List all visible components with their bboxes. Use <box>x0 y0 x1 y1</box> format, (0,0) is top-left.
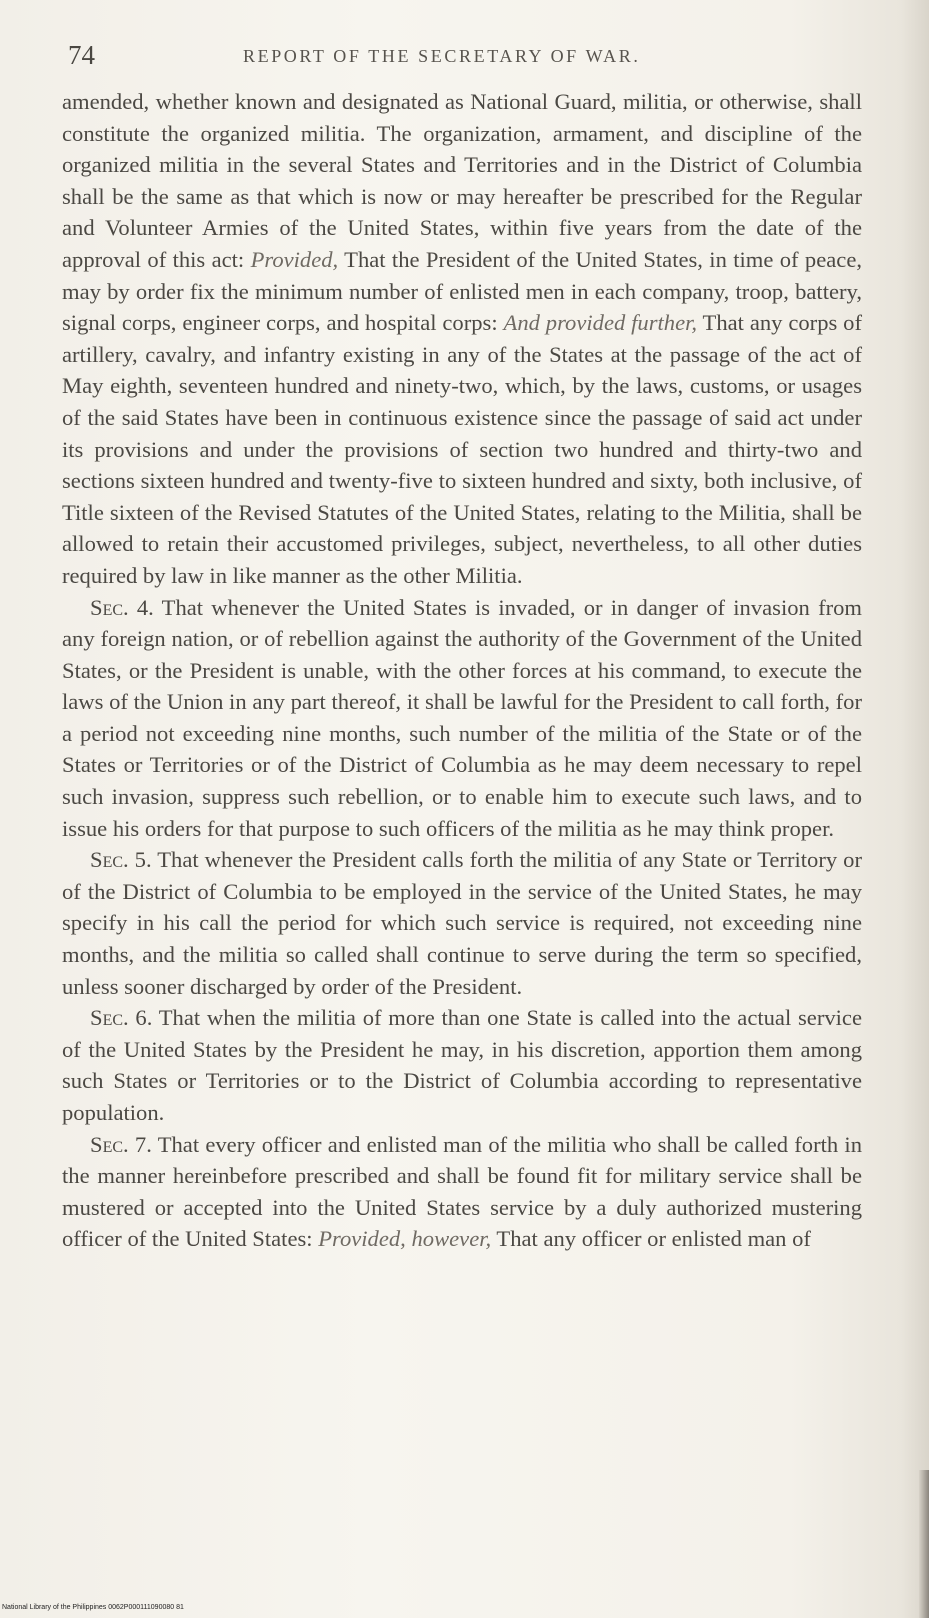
paragraph-continuation <box>62 86 862 592</box>
section-7-paragraph <box>62 1129 862 1255</box>
running-head <box>68 40 868 74</box>
section-6-label: Sec. 6. <box>90 1005 153 1031</box>
section-6-paragraph <box>62 1002 862 1128</box>
scan-credit: National Library of the Philippines 0062P000111090080 81 <box>2 1604 184 1611</box>
section-5-label: Sec. 5. <box>90 847 152 873</box>
section-4-label: Sec. 4. <box>90 594 154 620</box>
section-4-text: That whenever the United States is invaded, or in danger of invasion from any foreign nation, or of rebellion against the authority of the Government of the United States, or the President is unable, with the other forces at his command, to execute the laws of the Union in any part thereof, it shall be lawful for the President to call forth, for a period not exceeding nine months, such number of the militia of the State or of the States or Territories or of the District of Columbia as he may deem necessary to repel such invasion, suppress such rebellion, or to enable him to execute such laws, and to issue his orders for that purpose to such officers of the militia as he may think proper. <box>62 594 862 841</box>
italic-provided-however: Provided, however, <box>318 1226 492 1252</box>
italic-provided: Provided, <box>250 246 339 272</box>
section-7-text-continued: That any officer or enlisted man of <box>491 1226 811 1252</box>
italic-provided-further: And provided further, <box>503 310 698 336</box>
section-7-label: Sec. 7. <box>90 1131 152 1157</box>
body-text <box>62 86 862 1255</box>
paragraph-text: That the President of the United States, in time of peace, may by order fix the minimum number of enlisted men in each company, troop, battery, signal corps, engineer corps, and hospital corps: <box>62 246 862 336</box>
header-title: REPORT OF THE SECRETARY OF WAR. <box>243 46 641 66</box>
section-5-text: That whenever the President calls forth the militia of any State or Territory or of the District of Columbia to be employed in the service of the United States, he may specify in his call the period for which such service is required, not exceeding nine months, and the militia so called shall continue to serve during the term so specified, unless sooner discharged by order of the President. <box>62 847 862 999</box>
section-7-text: That every officer and enlisted man of the militia who shall be called forth in the manner hereinbefore prescribed and shall be found fit for military service shall be mustered or accepted into the United States service by a duly authorized mustering officer of the United States: <box>62 1131 862 1252</box>
scan-edge-shadow <box>919 1470 929 1618</box>
paragraph-text: amended, whether known and designated as National Guard, militia, or otherwise, shall constitute the organized militia. The organization, armament, and discipline of the organized militia in the several States and Territories and in the District of Columbia shall be the same as that which is now or may hereafter be prescribed for the Regular and Volunteer Armies of the United States, within five years from the date of the approval of this act: <box>62 89 862 272</box>
section-5-paragraph <box>62 844 862 1002</box>
paragraph-text: That any corps of artillery, cavalry, and infantry existing in any of the States at the passage of the act of May eighth, seventeen hundred and ninety-two, which, by the laws, customs, or usages of the said States have been in continuous existence since the passage of said act under its provisions and under the provisions of section two hundred and thirty-two and sections sixteen hundred and twenty-five to sixteen hundred and sixty, both inclusive, of Title sixteen of the Revised Statutes of the United States, relating to the Militia, shall be allowed to retain their accustomed privileges, subject, nevertheless, to all other duties required by law in like manner as the other Militia. <box>62 310 863 588</box>
page-number: 74 <box>68 40 95 70</box>
section-6-text: That when the militia of more than one State is called into the actual service of the United States by the President he may, in his discretion, apportion them among such States or Territories or to the District of Columbia according to representative population. <box>62 1005 862 1125</box>
section-4-paragraph <box>62 592 862 845</box>
